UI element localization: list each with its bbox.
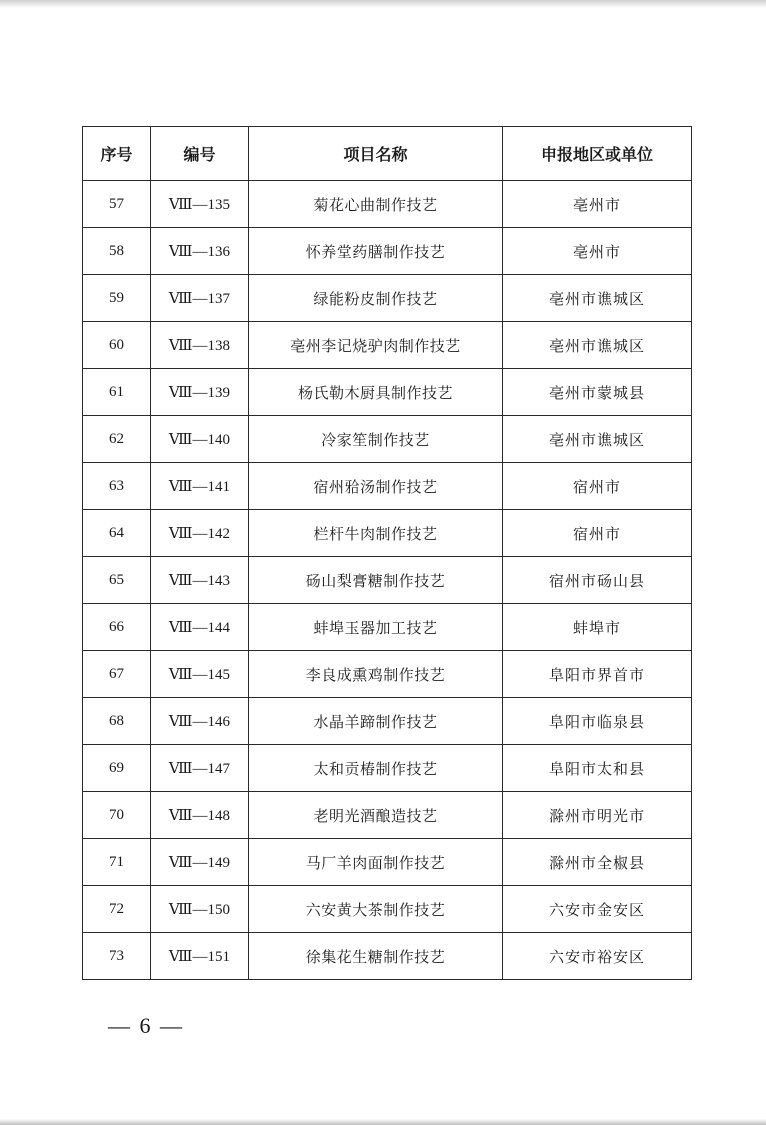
cell-code: Ⅷ—143	[151, 557, 249, 604]
cell-region: 滁州市明光市	[503, 792, 692, 839]
cell-name: 马厂羊肉面制作技艺	[249, 839, 503, 886]
cell-code: Ⅷ—144	[151, 604, 249, 651]
table-body	[83, 181, 692, 980]
table-row	[83, 557, 692, 604]
cell-region: 蚌埠市	[503, 604, 692, 651]
cell-code: Ⅷ—135	[151, 181, 249, 228]
cell-code: Ⅷ—136	[151, 228, 249, 275]
cell-name: 怀养堂药膳制作技艺	[249, 228, 503, 275]
table-row	[83, 322, 692, 369]
cell-seq: 64	[83, 510, 151, 557]
table-row	[83, 886, 692, 933]
cell-region: 阜阳市临泉县	[503, 698, 692, 745]
cell-name: 菊花心曲制作技艺	[249, 181, 503, 228]
cell-region: 六安市金安区	[503, 886, 692, 933]
cell-region: 滁州市全椒县	[503, 839, 692, 886]
cell-name: 栏杆牛肉制作技艺	[249, 510, 503, 557]
cell-code: Ⅷ—146	[151, 698, 249, 745]
cell-seq: 58	[83, 228, 151, 275]
table-row	[83, 416, 692, 463]
cell-region: 六安市裕安区	[503, 933, 692, 980]
header-seq: 序号	[83, 127, 151, 181]
cell-code: Ⅷ—150	[151, 886, 249, 933]
table-row	[83, 369, 692, 416]
cell-code: Ⅷ—140	[151, 416, 249, 463]
cell-name: 水晶羊蹄制作技艺	[249, 698, 503, 745]
cell-name: 杨氏勒木厨具制作技艺	[249, 369, 503, 416]
cell-region: 阜阳市界首市	[503, 651, 692, 698]
cell-region: 亳州市	[503, 181, 692, 228]
cell-code: Ⅷ—145	[151, 651, 249, 698]
cell-region: 宿州市砀山县	[503, 557, 692, 604]
table-row	[83, 651, 692, 698]
table-row	[83, 839, 692, 886]
table-row	[83, 463, 692, 510]
cell-seq: 68	[83, 698, 151, 745]
page-number: — 6 —	[108, 1013, 184, 1038]
header-region: 申报地区或单位	[503, 127, 692, 181]
cell-name: 绿能粉皮制作技艺	[249, 275, 503, 322]
cell-code: Ⅷ—142	[151, 510, 249, 557]
table-row	[83, 228, 692, 275]
header-code: 编号	[151, 127, 249, 181]
cell-region: 宿州市	[503, 463, 692, 510]
cell-region: 亳州市蒙城县	[503, 369, 692, 416]
scan-top-edge	[0, 0, 766, 8]
cell-seq: 61	[83, 369, 151, 416]
cell-name: 蚌埠玉器加工技艺	[249, 604, 503, 651]
heritage-project-table	[82, 126, 692, 980]
scan-bottom-edge	[0, 1119, 766, 1125]
table-row	[83, 510, 692, 557]
cell-code: Ⅷ—141	[151, 463, 249, 510]
table-row	[83, 698, 692, 745]
cell-region: 亳州市谯城区	[503, 322, 692, 369]
cell-name: 六安黄大茶制作技艺	[249, 886, 503, 933]
header-name: 项目名称	[249, 127, 503, 181]
cell-seq: 66	[83, 604, 151, 651]
cell-code: Ⅷ—139	[151, 369, 249, 416]
cell-code: Ⅷ—149	[151, 839, 249, 886]
table-row	[83, 933, 692, 980]
cell-code: Ⅷ—138	[151, 322, 249, 369]
table-row	[83, 792, 692, 839]
cell-seq: 62	[83, 416, 151, 463]
cell-region: 亳州市谯城区	[503, 416, 692, 463]
cell-name: 宿州𬌗汤制作技艺	[249, 463, 503, 510]
cell-seq: 65	[83, 557, 151, 604]
cell-region: 阜阳市太和县	[503, 745, 692, 792]
cell-seq: 67	[83, 651, 151, 698]
cell-region: 宿州市	[503, 510, 692, 557]
table-header-row	[83, 127, 692, 181]
cell-seq: 63	[83, 463, 151, 510]
cell-name: 李良成熏鸡制作技艺	[249, 651, 503, 698]
cell-code: Ⅷ—137	[151, 275, 249, 322]
cell-seq: 70	[83, 792, 151, 839]
cell-name: 砀山梨膏糖制作技艺	[249, 557, 503, 604]
cell-seq: 59	[83, 275, 151, 322]
cell-name: 亳州李记烧驴肉制作技艺	[249, 322, 503, 369]
cell-seq: 69	[83, 745, 151, 792]
table-row	[83, 275, 692, 322]
cell-code: Ⅷ—151	[151, 933, 249, 980]
cell-seq: 72	[83, 886, 151, 933]
cell-seq: 73	[83, 933, 151, 980]
cell-seq: 60	[83, 322, 151, 369]
cell-seq: 71	[83, 839, 151, 886]
cell-code: Ⅷ—148	[151, 792, 249, 839]
cell-region: 亳州市谯城区	[503, 275, 692, 322]
table-row	[83, 181, 692, 228]
cell-name: 太和贡椿制作技艺	[249, 745, 503, 792]
cell-seq: 57	[83, 181, 151, 228]
cell-name: 冷家笙制作技艺	[249, 416, 503, 463]
cell-name: 徐集花生糖制作技艺	[249, 933, 503, 980]
table-row	[83, 745, 692, 792]
cell-name: 老明光酒酿造技艺	[249, 792, 503, 839]
table-row	[83, 604, 692, 651]
cell-region: 亳州市	[503, 228, 692, 275]
cell-code: Ⅷ—147	[151, 745, 249, 792]
